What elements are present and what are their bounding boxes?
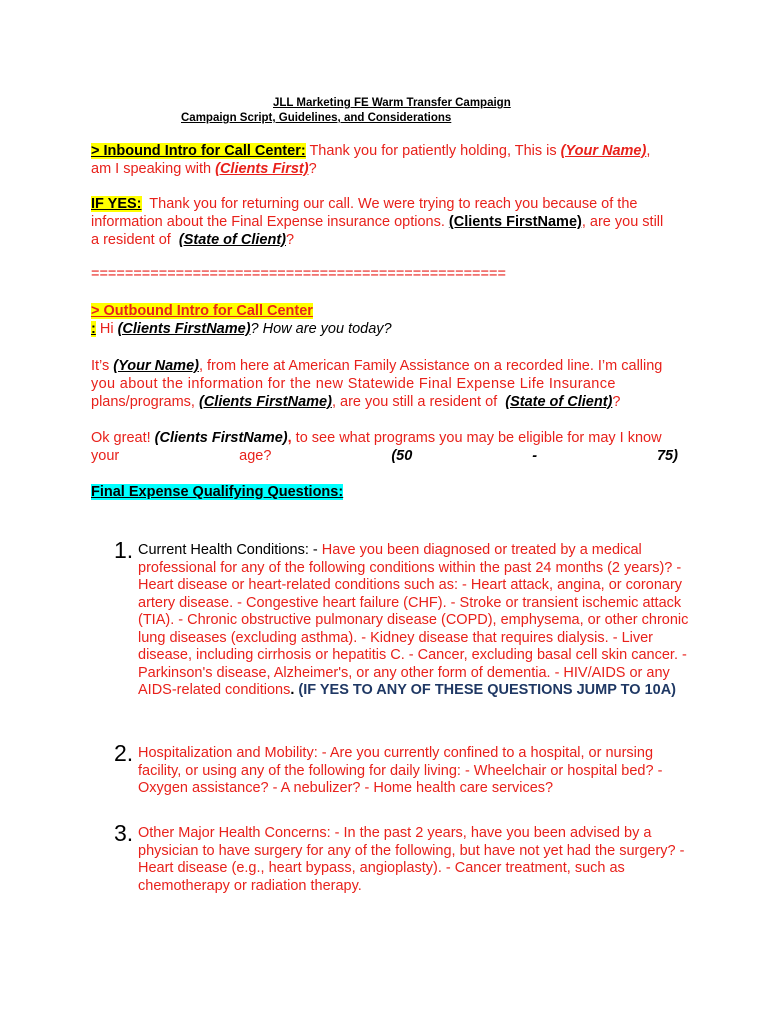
clients-firstname-placeholder: (Clients FirstName): [199, 394, 332, 410]
state-of-client-placeholder: (State of Client): [178, 232, 286, 248]
your-name-placeholder: (Your Name): [560, 143, 647, 159]
question-3: Other Major Health Concerns: - In the past 2 years, have you been advised by a physician to have surgery for any of the following, but have not yet had the surgery? - Heart disease (e.g., heart bypass, angioplasty). - Cancer treatment, such as chemotherapy or radiation therapy.: [138, 825, 685, 894]
qualifying-heading: Final Expense Qualifying Questions:: [91, 484, 344, 500]
outbound-para-line-3: plans/programs, (Clients FirstName), are you still a resident of (State of Client)?: [91, 394, 621, 410]
if-yes-line-2: information about the Final Expense insurance options. (Clients FirstName), are you still: [91, 214, 664, 230]
if-yes-line-1: IF YES: Thank you for returning our call. We were trying to reach you because of the: [91, 196, 638, 212]
outbound-para-line-2: you about the information for the new Statewide Final Expense Life Insurance: [91, 376, 616, 392]
inbound-heading: > Inbound Intro for Call Center:: [91, 143, 306, 159]
question-1: Current Health Conditions: - Have you been diagnosed or treated by a medical professional for any of the following conditions within the past 24 months (2 years)? - Heart disease or heart-related conditions such as: - Heart attack, angina, or coronary artery disease. - Congestive heart failure (CHF). - Stroke or transient ischemic attack (TIA). - Chronic obstructive pulmonary disease (COPD), emphysema, or other chronic lung diseases (excluding asthma). - Kidney disease that requires dialysis. - Liver disease, including cirrhosis or hepatitis C. - Cancer, excluding basal cell skin cancer. - Parkinson's disease, Alzheimer's, or any other form of dementia. - HIV/AIDS or any AIDS-related conditions. (IF YES TO ANY OF THESE QUESTIONS JUMP TO 10A): [138, 542, 689, 698]
outbound-para-line-1: It’s (Your Name), from here at American Family Assistance on a recorded line. I’m calling: [91, 358, 663, 374]
question-1-label: Current Health Conditions: -: [138, 542, 322, 558]
if-yes-line-3: a resident of (State of Client)?: [91, 232, 295, 248]
question-number-3: 3.: [114, 820, 134, 846]
clients-firstname-placeholder: (Clients FirstName): [117, 321, 251, 337]
clients-first-placeholder: (Clients First): [215, 161, 309, 177]
question-number-1: 1.: [114, 537, 134, 563]
question-number-2: 2.: [114, 740, 134, 766]
section-separator: =================================================: [91, 266, 506, 282]
state-of-client-placeholder: (State of Client): [505, 394, 613, 410]
outbound-age-line-2: your age? (50 - 75): [91, 448, 678, 464]
outbound-heading-line: [91, 302, 313, 320]
clients-firstname-placeholder: (Clients FirstName): [448, 214, 582, 230]
jump-note: (IF YES TO ANY OF THESE QUESTIONS JUMP TO 10A): [294, 682, 677, 698]
outbound-greeting-line: : Hi (Clients FirstName)? How are you today?: [91, 321, 392, 337]
outbound-heading: > Outbound Intro for Call Center: [91, 303, 313, 319]
qualifying-heading-line: [91, 483, 343, 501]
if-yes-label: IF YES:: [91, 196, 142, 212]
age-range: (50: [391, 448, 413, 464]
question-2: Hospitalization and Mobility: - Are you currently confined to a hospital, or nursing facility, or using any of the following for daily living: - Wheelchair or hospital bed? - Oxygen assistance? - A nebulizer? - Home health care services?: [138, 745, 663, 796]
outbound-age-line-1: Ok great! (Clients FirstName), to see what programs you may be eligible for may I know: [91, 430, 662, 446]
your-name-placeholder: (Your Name): [113, 358, 199, 374]
clients-firstname-placeholder: (Clients FirstName): [154, 430, 288, 446]
document-title: JLL Marketing FE Warm Transfer Campaign: [273, 97, 511, 109]
document-subtitle: Campaign Script, Guidelines, and Considerations: [181, 112, 452, 124]
inbound-intro-line-2: am I speaking with (Clients First)?: [91, 161, 317, 177]
inbound-intro-line-1: > Inbound Intro for Call Center: Thank you for patiently holding, This is (Your Name),: [91, 143, 651, 159]
